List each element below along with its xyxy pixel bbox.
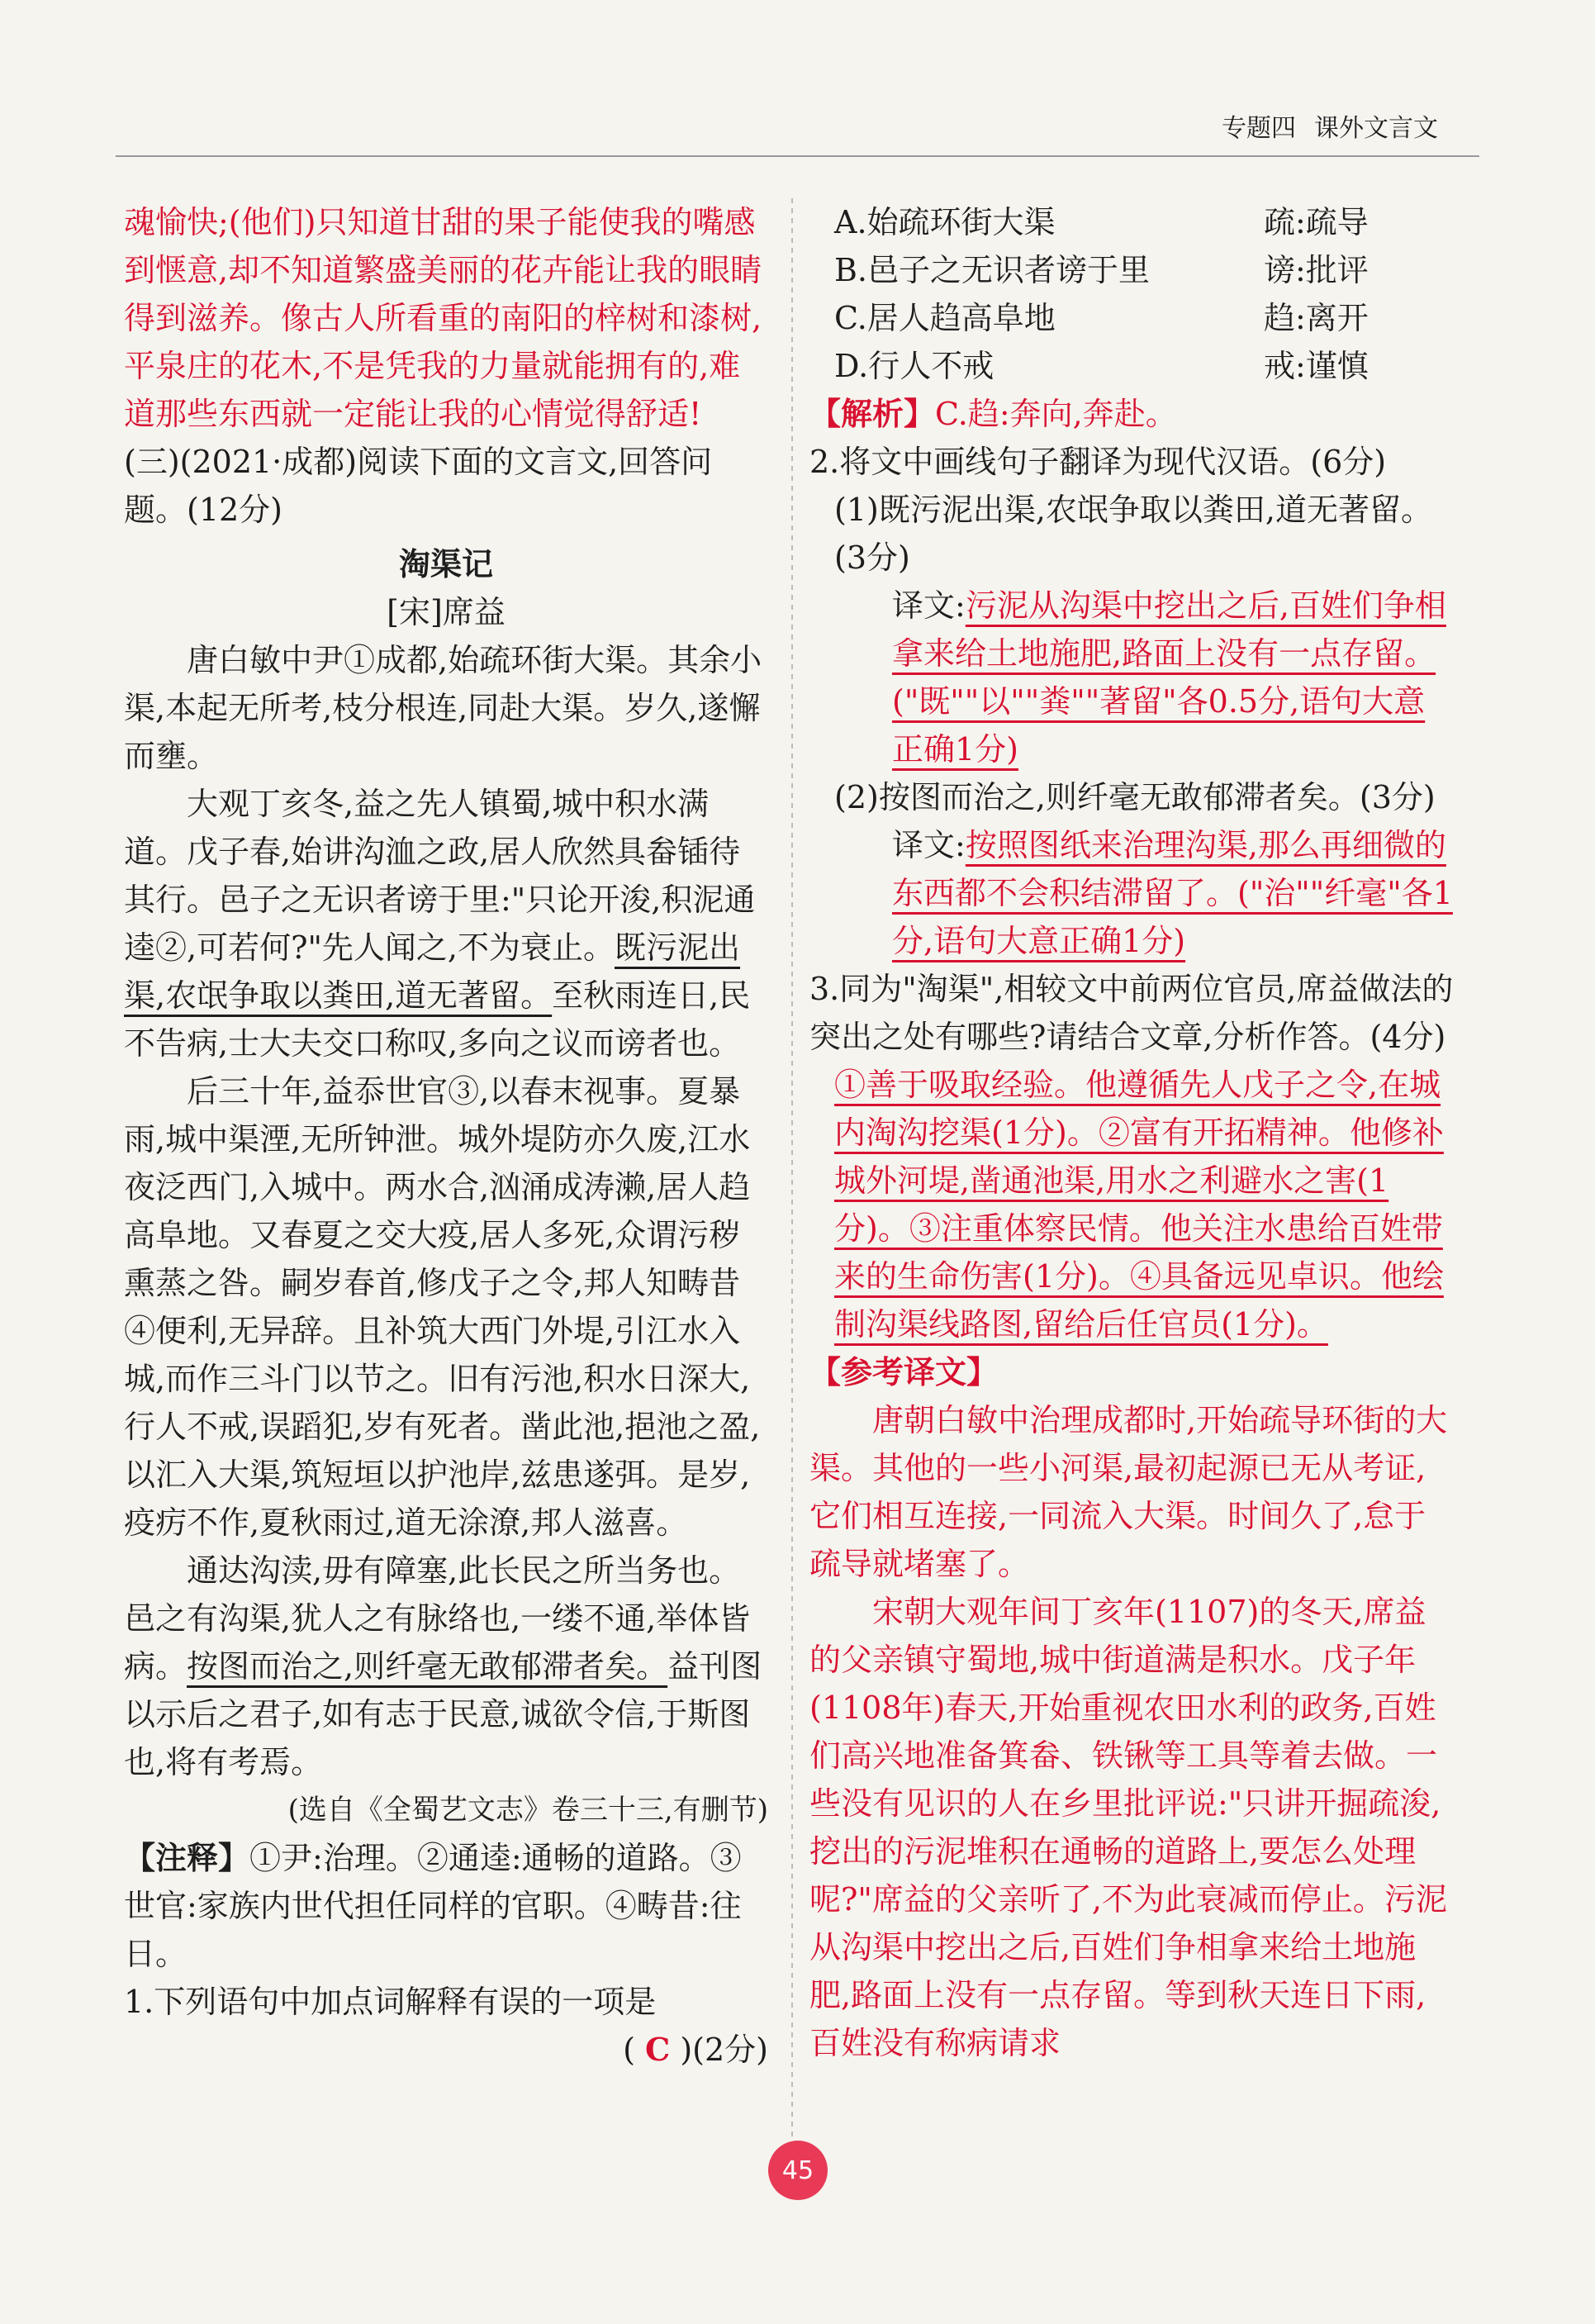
left-column <box>124 198 768 2074</box>
passage-paragraph-1: 唐白敏中尹①成都,始疏环街大渠。其余小渠,本起无所考,枝分根连,同赴大渠。岁久,遂懈而壅。 <box>124 642 762 774</box>
paragraph-text: 益刊图以示后之君子,如有志于民意,诚欲令信,于斯图也,将有考焉。 <box>124 1648 762 1780</box>
reference-translation-paragraph-2: 宋朝大观年间丁亥年(1107)的冬天,席益的父亲镇守蜀地,城中街道满是积水。戊子年(1108年)春天,开始重视农田水利的政务,百姓们高兴地准备箕畚、铁锹等工具等着去做。一些没有见识的人在乡里批评说:"只讲开掘疏浚,挖出的污泥堆积在通畅的道路上,要怎么处理呢?"席益的父亲听了,不为此衰减而停止。污泥从沟渠中挖出之后,百姓们争相拿来给土地施肥,路面上没有一点存留。等到秋天连日下雨,百姓没有称病请求 <box>809 1594 1447 2061</box>
previous-answer: 魂愉快;(他们)只知道甘甜的果子能使我的嘴感到惬意,却不知道繁盛美丽的花卉能让我的眼睛得到滋养。像古人所看重的南阳的梓树和漆树,平泉庄的花木,不是凭我的力量就能拥有的,难道那些东西就一定能让我的心情觉得舒适! <box>124 204 762 432</box>
page-header <box>1203 107 1438 144</box>
passage-title: 淘渠记 <box>398 545 493 582</box>
question-1-score: (2分) <box>692 2032 768 2068</box>
translation-label: 译文: <box>892 827 966 863</box>
notes <box>124 1834 768 1978</box>
passage-author: [宋]席益 <box>387 594 506 630</box>
paragraph-text: 大观丁亥冬,益之先人镇蜀,城中积水满道。戊子春,始讲沟洫之政,居人欣然具畚锸待其行。邑子之无识者谤于里:"只论开浚,积泥通逵②,可若何?"先人闻之,不为衰止。 <box>124 786 756 966</box>
question-1-answer-line: ( C )(2分) <box>623 2031 768 2068</box>
right-column <box>809 198 1454 2067</box>
passage-source: (选自《全蜀艺文志》卷三十三,有删节) <box>287 1794 768 1827</box>
section-label: 课外文言文 <box>1314 114 1438 143</box>
question-2-2-translation <box>809 821 1454 965</box>
question-2-1: (1)既污泥出渠,农氓争取以粪田,道无著留。(3分) <box>834 492 1432 576</box>
translation-label: 译文: <box>892 587 966 624</box>
translation-answer: 按照图纸来治理沟渠,那么再细微的东西都不会积结滞留了。("治""纤毫"各1分,语句大意正确1分) <box>892 827 1453 959</box>
notes-text: ①尹:治理。②通逵:通畅的道路。③世官:家族内世代担任同样的官职。④畴昔:往日。 <box>124 1840 742 1972</box>
passage-paragraph-3: 后三十年,益忝世官③,以春末视事。夏暴雨,城中渠湮,无所钟泄。城外堤防亦久废,江水夜泛西门,入城中。两水合,汹涌成涛濑,居人趋高阜地。又春夏之交大疫,居人多死,众谓污秽熏蒸之咎。嗣岁春首,修戊子之令,邦人知畴昔④便利,无异辞。且补筑大西门外堤,引江水入城,而作三斗门以节之。旧有污池,积水日深大,行人不戒,误蹈犯,岁有死者。凿此池,挹池之盈,以汇入大渠,筑短垣以护池岸,兹患遂弭。是岁,疫疠不作,夏秋雨过,道无涂潦,邦人滋喜。 <box>124 1073 761 1541</box>
question-2: 2.将文中画线句子翻译为现代汉语。(6分) <box>809 444 1387 480</box>
analysis-text: C.趋:奔向,奔赴。 <box>935 396 1177 432</box>
question-2-2: (2)按图而治之,则纤毫无敢郁滞者矣。(3分) <box>834 779 1436 815</box>
underlined-sentence-2: 按图而治之,则纤毫无敢郁滞者矣。 <box>187 1648 668 1685</box>
option-b: B.邑子之无识者谤于里 谤:批评 <box>834 252 1369 288</box>
notes-label: 【注释】 <box>124 1840 250 1876</box>
reference-translation-paragraph-1: 唐朝白敏中治理成都时,开始疏导环街的大渠。其他的一些小河渠,最初起源已无从考证,它们相互连接,一同流入大渠。时间久了,怠于疏导就堵塞了。 <box>809 1402 1448 1582</box>
paragraph-text: 通达沟渎,毋有障塞,此长民之所当务也。邑之有沟渠,犹人之有脉络也,一缕不通,举体皆病。 <box>124 1552 751 1685</box>
question-2-1-translation <box>809 582 1454 773</box>
page-number: 45 <box>768 2141 828 2200</box>
underlined-sentence-1: 既污泥出渠,农氓争取以粪田,道无著留。 <box>124 929 741 1014</box>
topic-label: 专题四 <box>1222 114 1296 143</box>
translation-answer: 污泥从沟渠中挖出之后,百姓们争相拿来给土地施肥,路面上没有一点存留。("既""以""粪""著留"各0.5分,语句大意正确1分) <box>892 587 1446 768</box>
passage-paragraph-2 <box>124 780 768 1067</box>
question-1: 1.下列语句中加点词解释有误的一项是 <box>124 1984 657 2020</box>
analysis-label: 【解析】 <box>809 395 936 432</box>
option-c: C.居人趋高阜地 趋:离开 <box>834 300 1369 336</box>
option-a: A.始疏环街大渠 疏:疏导 <box>834 204 1369 240</box>
question-3-answer: ①善于吸取经验。他遵循先人戊子之令,在城内淘沟挖渠(1分)。②富有开拓精神。他修补城外河堤,凿通池渠,用水之利避水之害(1分)。③注重体察民情。他关注水患给百姓带来的生命伤害(1分)。④具备远见卓识。他绘制沟渠线路图,留给后任官员(1分)。 <box>834 1067 1444 1343</box>
analysis <box>809 390 1454 438</box>
question-1-answer: C <box>645 2031 671 2068</box>
question-3: 3.同为"淘渠",相较文中前两位官员,席益做法的突出之处有哪些?请结合文章,分析作答。(4分) <box>809 971 1454 1055</box>
option-d: D.行人不戒 戒:谨慎 <box>834 348 1369 384</box>
column-divider <box>791 198 793 2140</box>
passage-intro: (三)(2021·成都)阅读下面的文言文,回答问题。(12分) <box>124 444 713 528</box>
paragraph-text: 至秋雨连日,民不告病,士大夫交口称叹,多向之议而谤者也。 <box>124 977 751 1062</box>
header-rule <box>116 155 1479 157</box>
passage-paragraph-4 <box>124 1547 768 1786</box>
option-list <box>809 198 1454 390</box>
reference-translation-label: 【参考译文】 <box>809 1353 999 1390</box>
